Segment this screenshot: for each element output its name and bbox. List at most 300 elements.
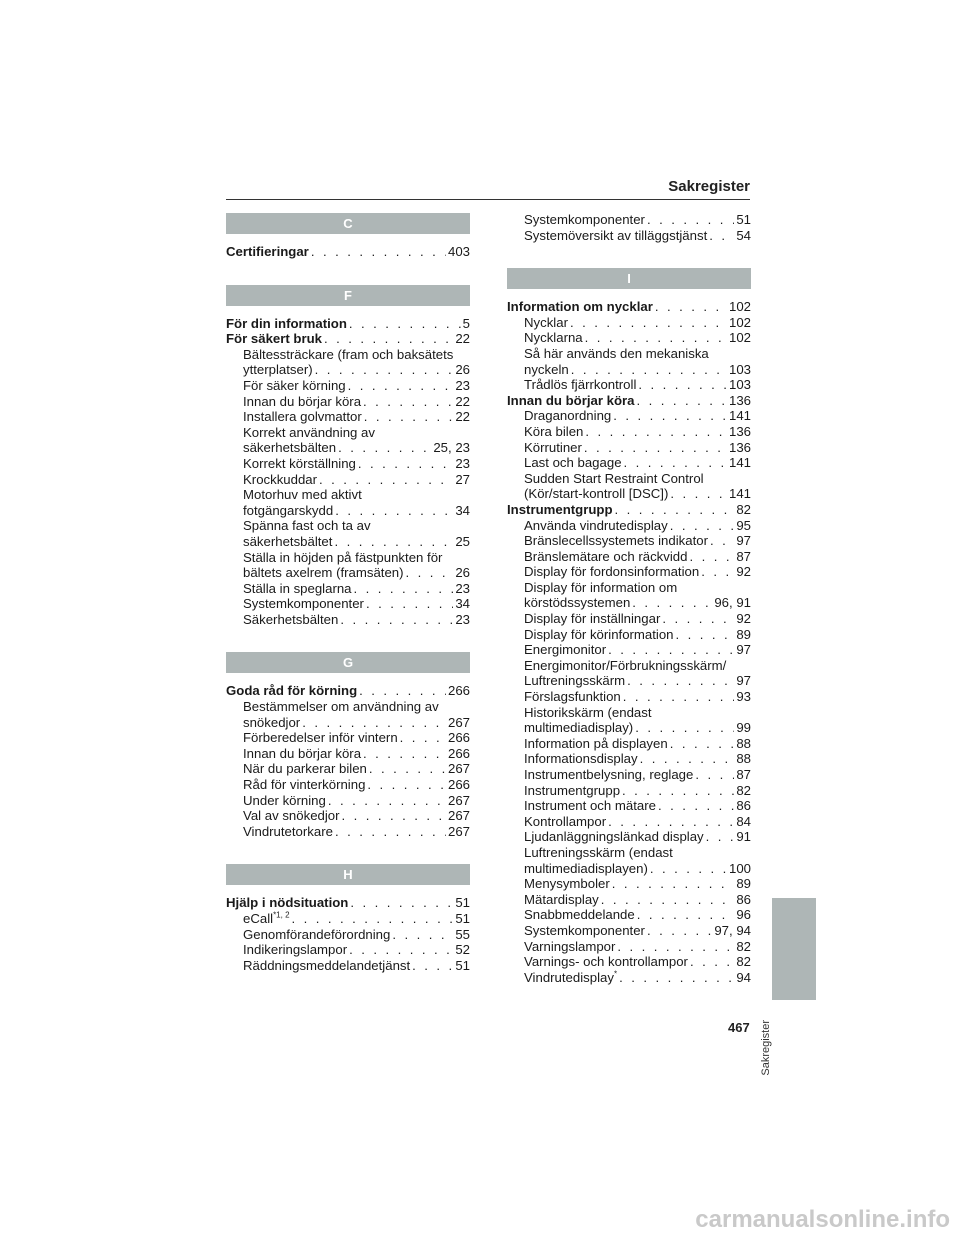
entry-page: 86 — [736, 891, 751, 907]
entry-page: 86 — [736, 798, 751, 814]
entry-label — [524, 892, 599, 908]
entry-label-text: Råd för vinterkörning — [243, 777, 366, 793]
entry-label — [243, 394, 361, 410]
dot-leader — [709, 228, 734, 244]
entry-page: 102 — [728, 330, 751, 346]
dot-leader — [585, 424, 727, 440]
entry-label-text: Kontrollampor — [524, 813, 607, 829]
dot-leader — [706, 829, 735, 845]
dot-leader — [608, 814, 734, 830]
dot-leader — [670, 518, 735, 534]
entry-label — [524, 486, 668, 502]
entry-label-text: Instrumentgrupp — [524, 782, 621, 798]
entry-label-text: Under körning — [243, 792, 326, 808]
dot-leader — [400, 730, 446, 746]
entry-label-text: Energimonitor — [524, 642, 607, 658]
entry-page: 95 — [736, 517, 751, 533]
entry-page: 34 — [455, 502, 470, 518]
index-entry-sub — [226, 565, 470, 581]
entry-label-text: Ställa in speglarna — [243, 580, 352, 596]
index-entry-sub — [507, 595, 751, 611]
entry-label-text: (Kör/start-kontroll [DSC]) — [524, 486, 669, 502]
dot-leader — [640, 751, 735, 767]
entry-label-text: När du parkerar bilen — [243, 761, 367, 777]
dot-leader — [335, 824, 446, 840]
entry-label — [524, 970, 617, 986]
entry-label-text: Trådlös fjärrkontroll — [524, 377, 637, 393]
entry-page: 103 — [728, 361, 751, 377]
index-entry-sub — [507, 689, 751, 705]
entry-label-text: Luftreningsskärm — [524, 673, 626, 689]
index-entry-sub — [226, 503, 470, 519]
entry-label — [243, 777, 365, 793]
side-tab-label-wrap — [760, 1020, 784, 1076]
entry-page: 82 — [736, 938, 751, 954]
dot-leader — [676, 627, 735, 643]
entry-footnote-mark: *1, 2 — [273, 910, 290, 920]
index-entry-sub — [507, 876, 751, 892]
entry-page: 97 — [736, 533, 751, 549]
entry-label — [243, 958, 410, 974]
entry-label — [507, 393, 635, 409]
index-entry-sub — [507, 408, 751, 424]
entry-label-text: För säkert bruk — [226, 331, 323, 347]
entry-label — [243, 927, 390, 943]
entry-label — [524, 829, 704, 845]
dot-leader — [647, 212, 734, 228]
dot-leader — [617, 939, 734, 955]
header-title: Sakregister — [668, 178, 750, 195]
right-index-column — [507, 212, 751, 1010]
index-entry-sub — [507, 611, 751, 627]
entry-label-text: Val av snökedjor — [243, 808, 340, 824]
dot-leader — [349, 942, 453, 958]
dot-leader — [647, 923, 712, 939]
entry-page: 89 — [736, 876, 751, 892]
entry-label-text: Goda råd för körning — [226, 683, 358, 699]
index-entry-line: Bältessträckare (fram och baksätets — [243, 346, 454, 362]
index-entry-sub — [226, 777, 470, 793]
dot-leader — [612, 876, 735, 892]
entry-label-text: Systemkomponenter — [524, 922, 645, 938]
entry-page: 52 — [455, 942, 470, 958]
entry-label — [524, 939, 615, 955]
left-index-column — [226, 213, 470, 998]
entry-label — [243, 730, 398, 746]
entry-label — [524, 736, 668, 752]
entry-label-text: Använda vindrutedisplay — [524, 517, 668, 533]
index-section — [226, 652, 470, 839]
index-entry-main — [507, 299, 751, 315]
dot-leader — [359, 683, 446, 699]
entry-label — [243, 715, 300, 731]
entry-label-text: Bränslecellssystemets indikator — [524, 533, 708, 549]
index-entry-sub — [507, 829, 751, 845]
entry-page: 84 — [736, 813, 751, 829]
entry-label — [524, 228, 707, 244]
entry-page: 97 — [736, 642, 751, 658]
entry-label — [524, 330, 583, 346]
entry-page: 267 — [447, 714, 470, 730]
entry-page: 267 — [447, 823, 470, 839]
entry-page: 141 — [728, 408, 751, 424]
index-entry-sub — [507, 751, 751, 767]
section-letter-bar: C — [226, 213, 470, 234]
entry-label — [243, 581, 352, 597]
entry-page: 87 — [736, 767, 751, 782]
dot-leader — [319, 472, 453, 488]
index-entry-line: Sudden Start Restraint Control — [524, 470, 704, 486]
entry-label — [524, 642, 606, 658]
index-entry-main — [226, 683, 470, 699]
entry-label — [524, 533, 708, 549]
entry-label — [524, 564, 699, 580]
index-section — [226, 213, 470, 260]
dot-leader — [624, 455, 727, 471]
index-entry-sub — [226, 746, 470, 762]
index-entry-sub — [226, 958, 470, 974]
dot-leader — [658, 798, 734, 814]
index-entry-sub — [507, 424, 751, 440]
entry-label-text: Indikeringslampor — [243, 942, 348, 958]
index-entry-sub — [226, 394, 470, 410]
dot-leader — [695, 767, 734, 783]
entry-label-text: Mätardisplay — [524, 891, 599, 907]
entry-page: 89 — [736, 626, 751, 642]
entry-label-text: Systemkomponenter — [524, 212, 645, 227]
entry-label — [524, 408, 611, 424]
dot-leader — [701, 564, 734, 580]
entry-label-text: bältets axelrem (framsäten) — [243, 565, 404, 581]
entry-label — [243, 440, 336, 456]
dot-leader — [363, 746, 446, 762]
index-entry-sub — [507, 736, 751, 752]
dot-leader — [622, 783, 734, 799]
index-entry-line: Spänna fast och ta av — [243, 518, 371, 534]
dot-leader — [710, 533, 734, 549]
entry-label — [226, 895, 348, 911]
index-entry-main — [226, 244, 470, 260]
entry-label-text: nyckeln — [524, 361, 569, 377]
dot-leader — [615, 502, 735, 518]
entry-label — [524, 720, 633, 736]
index-entry-line: Energimonitor/Förbrukningsskärm/ — [524, 657, 727, 673]
index-entry-sub — [226, 581, 470, 597]
index-entry-sub — [226, 596, 470, 612]
entry-page: 266 — [447, 777, 470, 793]
entry-page: 102 — [728, 314, 751, 330]
entry-label-text: säkerhetsbältet — [243, 533, 333, 549]
dot-leader — [349, 316, 461, 332]
entry-label — [524, 627, 674, 643]
entry-page: 55 — [455, 926, 470, 942]
entry-label — [226, 244, 309, 260]
entry-label — [524, 611, 660, 627]
entry-label — [524, 767, 693, 783]
index-entry-sub — [226, 730, 470, 746]
index-entry-sub — [507, 440, 751, 456]
dot-leader — [601, 892, 735, 908]
index-entry-sub — [507, 642, 751, 658]
page-number: 467 — [728, 1020, 750, 1035]
entry-label-text: Ljudanläggningslänkad display — [524, 829, 704, 845]
entry-label-text: Information om nycklar — [507, 299, 653, 315]
dot-leader — [315, 362, 454, 378]
entry-page: 94 — [736, 969, 751, 985]
entry-label — [243, 942, 347, 958]
dot-leader — [406, 565, 454, 581]
entry-label — [524, 751, 638, 767]
entry-page: 51 — [736, 212, 751, 227]
index-entry-sub — [507, 783, 751, 799]
entry-page: 96, 91 — [714, 595, 751, 611]
dot-leader — [670, 736, 735, 752]
index-entry-sub — [507, 228, 751, 244]
entry-label — [243, 378, 346, 394]
entry-page: 97, 94 — [714, 922, 751, 938]
index-entry-sub — [226, 440, 470, 456]
dot-leader — [584, 440, 727, 456]
index-entry-sub — [507, 954, 751, 970]
entry-label — [524, 518, 668, 534]
entry-label — [226, 316, 347, 332]
entry-label-text: Varnings- och kontrollampor — [524, 954, 688, 970]
dot-leader — [635, 720, 734, 736]
entry-page: 99 — [736, 720, 751, 736]
index-section — [226, 285, 470, 628]
index-entry-line: Historikskärm (endast — [524, 704, 652, 720]
entry-label-text: Varningslampor — [524, 938, 616, 954]
dot-leader — [632, 595, 712, 611]
dot-leader — [662, 611, 734, 627]
entry-label-text: Informationsdisplay — [524, 751, 638, 767]
entry-page: 25 — [455, 533, 470, 549]
entry-page: 136 — [728, 439, 751, 455]
index-entry-sub — [226, 378, 470, 394]
entry-label-text: Vindrutetorkare — [243, 823, 333, 839]
index-entry-main — [507, 393, 751, 409]
entry-page: 141 — [728, 486, 751, 502]
index-entry-sub — [507, 798, 751, 814]
dot-leader — [342, 808, 446, 824]
entry-label-text: Display för fordonsinformation — [524, 564, 700, 580]
index-section — [507, 268, 751, 985]
entry-label — [243, 746, 361, 762]
entry-label — [507, 299, 653, 315]
entry-page: 22 — [455, 409, 470, 425]
entry-page: 96 — [736, 907, 751, 923]
entry-page: 88 — [736, 751, 751, 767]
index-entry-sub — [226, 942, 470, 958]
dot-leader — [655, 299, 727, 315]
entry-page: 51 — [455, 957, 470, 973]
section-letter-bar: H — [226, 864, 470, 885]
index-entry-sub — [507, 377, 751, 393]
index-entry-sub — [226, 761, 470, 777]
dot-leader — [638, 377, 727, 393]
index-entry-sub — [226, 715, 470, 731]
entry-label-text: Menysymboler — [524, 876, 610, 892]
index-section — [507, 212, 751, 243]
entry-label — [243, 824, 333, 840]
entry-label — [243, 761, 367, 777]
entry-page: 82 — [736, 782, 751, 798]
index-entry-sub — [226, 362, 470, 378]
watermark: carmanualsonline.info — [695, 1206, 950, 1233]
index-entry-sub — [226, 824, 470, 840]
index-entry-main — [226, 331, 470, 347]
dot-leader — [412, 958, 453, 974]
dot-leader — [613, 408, 727, 424]
index-entry-sub — [226, 534, 470, 550]
dot-leader — [619, 970, 734, 986]
entry-label — [243, 456, 356, 472]
entry-page: 266 — [447, 683, 470, 699]
index-entry-sub — [507, 315, 751, 331]
index-entry-sub — [226, 793, 470, 809]
entry-label — [243, 596, 364, 612]
entry-page: 267 — [447, 792, 470, 808]
index-entry-sub — [507, 533, 751, 549]
entry-label-text: Köra bilen — [524, 423, 584, 439]
entry-label-text: ytterplatser) — [243, 362, 313, 378]
entry-page: 267 — [447, 761, 470, 777]
entry-label — [524, 362, 569, 378]
entry-label — [524, 954, 688, 970]
entry-page: 97 — [736, 673, 751, 689]
entry-page: 26 — [455, 565, 470, 581]
index-entry-line: Luftreningsskärm (endast — [524, 844, 673, 860]
entry-label — [226, 331, 322, 347]
entry-label — [524, 595, 630, 611]
entry-label — [243, 472, 317, 488]
entry-label-text: Draganordning — [524, 408, 612, 424]
entry-page: 100 — [728, 860, 751, 876]
entry-page: 54 — [736, 227, 751, 243]
dot-leader — [354, 581, 454, 597]
index-entry-sub — [226, 612, 470, 628]
entry-page: 136 — [728, 423, 751, 439]
index-entry-sub — [507, 549, 751, 565]
entry-label-text: Instrumentbelysning, reglage — [524, 767, 694, 782]
entry-label — [243, 793, 326, 809]
entry-label-text: Systemkomponenter — [243, 596, 364, 612]
index-entry-sub — [507, 861, 751, 877]
section-letter-bar: I — [507, 268, 751, 289]
index-entry-line: Display för information om — [524, 579, 678, 595]
entry-label — [243, 534, 332, 550]
entry-label-text: Certifieringar — [226, 244, 309, 259]
entry-label-text: Innan du börjar köra — [507, 392, 635, 408]
entry-page: 266 — [447, 730, 470, 746]
index-entry-sub — [226, 409, 470, 425]
entry-label — [226, 683, 357, 699]
dot-leader — [324, 331, 453, 347]
entry-label-text: Innan du börjar köra — [243, 393, 362, 409]
section-letter-bar: F — [226, 285, 470, 306]
entry-page: 93 — [736, 689, 751, 705]
entry-page: 91 — [736, 829, 751, 845]
entry-page: 92 — [736, 611, 751, 627]
entry-page: 25, 23 — [433, 440, 470, 456]
entry-label-text: säkerhetsbälten — [243, 440, 337, 456]
entry-label — [524, 798, 656, 814]
entry-label — [524, 689, 621, 705]
dot-leader — [570, 315, 727, 331]
entry-label — [524, 455, 622, 471]
dot-leader — [292, 911, 454, 927]
entry-label-text: Display för körinformation — [524, 626, 674, 642]
entry-label — [524, 549, 687, 565]
entry-label-text: Räddningsmeddelandetjänst — [243, 957, 411, 973]
index-entry-sub — [507, 455, 751, 471]
index-entry-sub — [507, 212, 751, 228]
dot-leader — [348, 378, 454, 394]
side-tab-label: Sakregister — [760, 1020, 772, 1076]
entry-footnote-mark: * — [613, 969, 618, 979]
entry-label — [524, 814, 606, 830]
entry-page: 23 — [455, 580, 470, 596]
index-entry-sub — [226, 911, 470, 927]
entry-page: 23 — [455, 611, 470, 627]
entry-label-text: fotgängarskydd — [243, 502, 334, 518]
index-entry-sub — [507, 892, 751, 908]
index-entry-sub — [507, 673, 751, 689]
entry-label-text: Hjälp i nödsituation — [226, 895, 349, 911]
index-entry-sub — [507, 486, 751, 502]
index-entry-line: Korrekt användning av — [243, 424, 375, 440]
entry-page: 34 — [455, 596, 470, 612]
dot-leader — [689, 549, 734, 565]
index-entry-sub — [507, 564, 751, 580]
entry-label-text: eCall — [243, 911, 274, 926]
dot-leader — [650, 861, 727, 877]
entry-page: 102 — [728, 299, 751, 315]
index-entry-sub — [226, 808, 470, 824]
index-entry-sub — [507, 767, 751, 783]
header-rule — [226, 199, 750, 200]
entry-page: 267 — [447, 808, 470, 824]
dot-leader — [340, 612, 453, 628]
entry-page: 103 — [728, 377, 751, 393]
entry-label — [524, 315, 568, 331]
dot-leader — [670, 486, 727, 502]
dot-leader — [623, 689, 735, 705]
index-entry-sub — [507, 970, 751, 986]
index-entry-main — [226, 895, 470, 911]
entry-page: 82 — [736, 954, 751, 970]
index-entry-sub — [507, 923, 751, 939]
index-entry-sub — [507, 330, 751, 346]
entry-page: 136 — [728, 392, 751, 408]
dot-leader — [364, 409, 454, 425]
entry-label-text: Innan du börjar köra — [243, 745, 362, 761]
entry-label-text: Förberedelser inför vintern — [243, 730, 398, 746]
entry-label — [243, 503, 333, 519]
entry-label-text: Körrutiner — [524, 439, 582, 455]
dot-leader — [363, 394, 453, 410]
index-section — [226, 864, 470, 973]
entry-label — [243, 409, 362, 425]
entry-label-text: multimediadisplay) — [524, 720, 634, 736]
dot-leader — [637, 393, 727, 409]
entry-label-text: Information på displayen — [524, 735, 668, 751]
dot-leader — [358, 456, 453, 472]
entry-page: 92 — [736, 564, 751, 580]
entry-page: 51 — [455, 895, 470, 911]
dot-leader — [392, 927, 453, 943]
index-entry-line: Bestämmelser om användning av — [243, 699, 439, 715]
